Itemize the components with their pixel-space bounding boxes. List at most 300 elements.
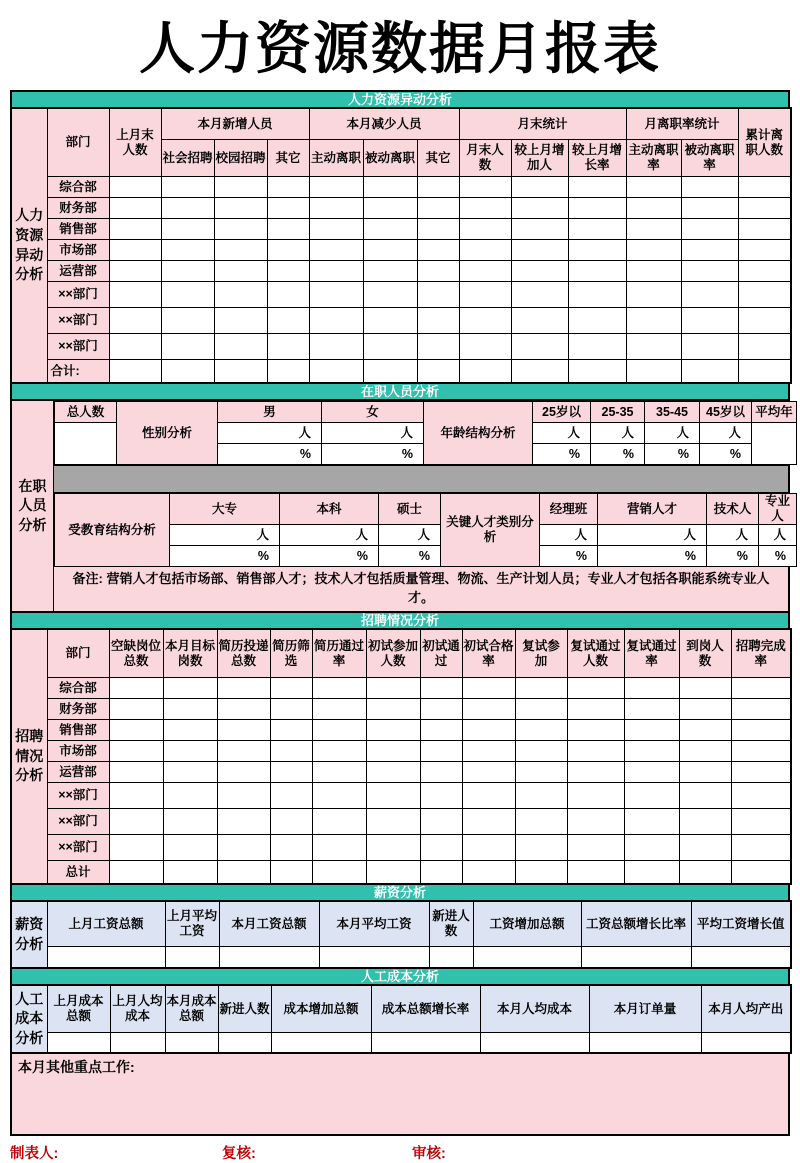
data-cell [366, 762, 420, 783]
data-cell [624, 741, 679, 762]
data-cell [214, 334, 267, 360]
data-cell [267, 261, 309, 282]
data-cell [312, 720, 366, 741]
data-cell [217, 678, 270, 699]
col-header: 本月平均工资 [319, 901, 429, 947]
data-cell [163, 861, 217, 885]
data-cell [420, 699, 462, 720]
dept-label: 销售部 [47, 219, 109, 240]
data-cell [312, 678, 366, 699]
education-talent-table [54, 493, 797, 567]
signature-row [10, 1142, 790, 1163]
data-cell [309, 261, 363, 282]
data-cell [568, 261, 626, 282]
data-cell [109, 861, 163, 885]
unit-cell-person: 人 [322, 423, 424, 444]
col-header-total-count: 总人数 [55, 402, 117, 423]
data-cell [163, 762, 217, 783]
col-header: 新进人数 [429, 901, 473, 947]
data-cell [312, 809, 366, 835]
col-header: 本月订单量 [589, 985, 701, 1033]
col-header: 上月人均成本 [110, 985, 165, 1033]
data-cell [312, 783, 366, 809]
data-cell [731, 720, 791, 741]
unit-cell-person: 人 [759, 525, 797, 546]
recruitment-table [10, 628, 792, 885]
data-cell [214, 308, 267, 334]
data-cell [109, 699, 163, 720]
data-cell [270, 720, 312, 741]
unit-cell-percent: % [533, 444, 591, 465]
data-cell [47, 947, 165, 969]
col-header: 本月目标岗数 [163, 629, 217, 678]
data-cell [270, 809, 312, 835]
data-cell [511, 261, 568, 282]
data-cell [738, 308, 791, 334]
data-cell [567, 809, 624, 835]
data-cell [568, 360, 626, 384]
col-header: 本月成本总额 [165, 985, 218, 1033]
data-cell [459, 334, 511, 360]
unit-cell-person: 人 [540, 525, 598, 546]
data-cell [366, 861, 420, 885]
col-header-age: 35-45 [645, 402, 700, 423]
data-cell [681, 282, 738, 308]
col-header: 社会招聘 [161, 140, 214, 177]
data-cell [109, 240, 161, 261]
data-cell [366, 678, 420, 699]
unit-cell-person: 人 [707, 525, 759, 546]
data-cell [417, 282, 459, 308]
data-cell [47, 1033, 110, 1054]
data-cell [731, 762, 791, 783]
col-header-age: 25岁以 [533, 402, 591, 423]
data-cell [270, 741, 312, 762]
data-cell [366, 835, 420, 861]
col-header: 招聘完成率 [731, 629, 791, 678]
data-cell [567, 835, 624, 861]
data-cell [738, 198, 791, 219]
data-cell [417, 240, 459, 261]
col-header-female: 女 [322, 402, 424, 423]
data-cell [420, 720, 462, 741]
data-cell [480, 1033, 589, 1054]
data-cell [679, 741, 731, 762]
data-cell [267, 334, 309, 360]
data-cell [462, 699, 515, 720]
unit-cell-percent: % [280, 546, 379, 567]
col-header: 复试通过人数 [567, 629, 624, 678]
data-cell [363, 282, 417, 308]
data-cell [109, 282, 161, 308]
data-cell [515, 741, 567, 762]
col-header: 成本总额增长率 [371, 985, 480, 1033]
data-cell [109, 783, 163, 809]
data-cell [218, 1033, 271, 1054]
data-cell [626, 198, 681, 219]
col-header: 初试参加人数 [366, 629, 420, 678]
data-cell [691, 947, 791, 969]
data-cell [363, 308, 417, 334]
data-cell [417, 261, 459, 282]
col-header: 本月人均产出 [701, 985, 791, 1033]
data-cell [270, 699, 312, 720]
col-header: 主动离职率 [626, 140, 681, 177]
data-cell [366, 809, 420, 835]
row-header-age-structure: 年龄结构分析 [424, 402, 533, 465]
col-header-male: 男 [218, 402, 322, 423]
data-cell [267, 360, 309, 384]
data-cell [681, 334, 738, 360]
unit-cell-percent: % [645, 444, 700, 465]
data-cell [363, 261, 417, 282]
band-active-staff: 在职人员分析 [10, 382, 790, 401]
data-cell [462, 835, 515, 861]
data-cell [429, 947, 473, 969]
data-cell [161, 240, 214, 261]
data-cell [473, 947, 581, 969]
data-cell [163, 741, 217, 762]
unit-cell-percent: % [591, 444, 645, 465]
col-header-age: 25-35 [591, 402, 645, 423]
salary-sidebar: 薪资分析 [11, 901, 47, 968]
data-cell [165, 947, 219, 969]
data-cell [511, 219, 568, 240]
data-cell [267, 308, 309, 334]
data-cell [217, 741, 270, 762]
data-cell [626, 334, 681, 360]
data-cell [371, 1033, 480, 1054]
data-cell [161, 334, 214, 360]
data-cell [515, 699, 567, 720]
group-header-new-staff: 本月新增人员 [161, 108, 309, 140]
data-cell [568, 334, 626, 360]
col-header: 初试通过 [420, 629, 462, 678]
dept-label: ××部门 [47, 282, 109, 308]
col-header: 被动离职率 [681, 140, 738, 177]
unit-cell-person: 人 [280, 525, 379, 546]
data-cell [459, 240, 511, 261]
data-cell [681, 177, 738, 198]
col-header: 本月工资总额 [219, 901, 319, 947]
dept-label: ××部门 [47, 809, 109, 835]
data-cell [738, 282, 791, 308]
data-cell [363, 334, 417, 360]
data-cell [731, 678, 791, 699]
data-cell [161, 177, 214, 198]
data-cell [109, 809, 163, 835]
data-cell [459, 282, 511, 308]
data-cell [109, 678, 163, 699]
data-cell [267, 177, 309, 198]
data-cell [567, 699, 624, 720]
unit-cell-person: 人 [700, 423, 752, 444]
recruitment-sidebar: 招聘情况分析 [11, 629, 47, 884]
data-cell [626, 240, 681, 261]
row-header-gender-analysis: 性别分析 [117, 402, 218, 465]
data-cell [309, 360, 363, 384]
data-cell [366, 741, 420, 762]
data-cell [511, 240, 568, 261]
data-cell [626, 308, 681, 334]
data-cell [219, 947, 319, 969]
data-cell [309, 282, 363, 308]
data-cell [581, 947, 691, 969]
data-cell [679, 783, 731, 809]
data-cell [417, 177, 459, 198]
data-cell [309, 308, 363, 334]
unit-cell-person: 人 [170, 525, 280, 546]
col-header: 其它 [267, 140, 309, 177]
data-cell [270, 861, 312, 885]
row-header-key-talent: 关键人才类别分析 [441, 494, 540, 567]
group-header-month-end-stats: 月末统计 [459, 108, 626, 140]
data-cell [109, 741, 163, 762]
dept-label: 综合部 [47, 177, 109, 198]
col-header: 被动离职 [363, 140, 417, 177]
data-cell [363, 198, 417, 219]
active-staff-section [10, 399, 793, 613]
row-header-education-structure: 受教育结构分析 [55, 494, 170, 567]
data-cell [363, 240, 417, 261]
data-cell [420, 678, 462, 699]
data-cell [738, 261, 791, 282]
unit-cell-percent: % [218, 444, 322, 465]
data-cell [217, 783, 270, 809]
data-cell [567, 762, 624, 783]
data-cell [417, 308, 459, 334]
talent-note: 备注: 营销人才包括市场部、销售部人才；技术人才包括质量管理、物流、生产计划人员；专业人才包括各职能系统专业人才。 [54, 567, 788, 611]
col-header: 上月平均工资 [165, 901, 219, 947]
data-cell [363, 360, 417, 384]
data-cell [681, 219, 738, 240]
col-header: 复试通过率 [624, 629, 679, 678]
data-cell [161, 360, 214, 384]
data-cell [417, 360, 459, 384]
data-cell [624, 783, 679, 809]
col-header-cumulative-leavers: 累计离职人数 [738, 108, 791, 177]
col-header: 简历投递总数 [217, 629, 270, 678]
data-cell [420, 835, 462, 861]
data-cell [109, 720, 163, 741]
data-cell [109, 219, 161, 240]
col-header: 到岗人数 [679, 629, 731, 678]
data-cell [459, 308, 511, 334]
active-staff-sidebar: 在职人员分析 [12, 401, 54, 611]
data-cell [681, 240, 738, 261]
data-cell [568, 308, 626, 334]
dept-label: 综合部 [47, 678, 109, 699]
data-cell [626, 219, 681, 240]
data-cell [459, 360, 511, 384]
col-header: 简历筛选 [270, 629, 312, 678]
data-cell [567, 741, 624, 762]
data-cell [462, 783, 515, 809]
data-cell [163, 699, 217, 720]
data-cell [163, 835, 217, 861]
labor-cost-sidebar: 人工成本分析 [11, 985, 47, 1053]
dept-label: ××部门 [47, 783, 109, 809]
data-cell [161, 219, 214, 240]
data-cell [679, 861, 731, 885]
col-header: 新进人数 [218, 985, 271, 1033]
data-cell [738, 177, 791, 198]
data-cell [312, 861, 366, 885]
data-cell [214, 261, 267, 282]
data-cell [624, 809, 679, 835]
data-cell [109, 762, 163, 783]
data-cell [309, 219, 363, 240]
data-cell [681, 360, 738, 384]
unit-cell-person: 人 [591, 423, 645, 444]
data-cell [462, 809, 515, 835]
data-cell [681, 308, 738, 334]
data-cell [624, 699, 679, 720]
data-cell [214, 219, 267, 240]
dept-label: 销售部 [47, 720, 109, 741]
data-cell [109, 334, 161, 360]
unit-cell-person: 人 [218, 423, 322, 444]
col-header: 本月人均成本 [480, 985, 589, 1033]
report-page [0, 6, 800, 1162]
data-cell [624, 861, 679, 885]
data-cell [217, 809, 270, 835]
data-cell [214, 282, 267, 308]
band-recruitment: 招聘情况分析 [10, 611, 790, 630]
data-cell [309, 334, 363, 360]
data-cell [568, 282, 626, 308]
col-header: 部门 [47, 629, 109, 678]
data-cell [55, 423, 117, 465]
col-header-talent: 经理班 [540, 494, 598, 525]
data-cell [568, 198, 626, 219]
data-cell [161, 308, 214, 334]
data-cell [511, 177, 568, 198]
data-cell [731, 835, 791, 861]
hr-change-sidebar: 人力资源异动分析 [11, 108, 47, 383]
data-cell [731, 861, 791, 885]
dept-label: ××部门 [47, 835, 109, 861]
data-cell [738, 219, 791, 240]
data-cell [589, 1033, 701, 1054]
data-cell [267, 282, 309, 308]
data-cell [420, 861, 462, 885]
data-cell [624, 762, 679, 783]
col-header-age: 45岁以 [700, 402, 752, 423]
data-cell [319, 947, 429, 969]
col-header-last-month-count: 上月末人数 [109, 108, 161, 177]
data-cell [681, 261, 738, 282]
page-title: 人力资源数据月报表 [139, 17, 661, 80]
salary-table [10, 900, 792, 969]
data-cell [462, 762, 515, 783]
data-cell [515, 678, 567, 699]
col-header: 工资增加总额 [473, 901, 581, 947]
data-cell [309, 177, 363, 198]
data-cell [309, 198, 363, 219]
data-cell [267, 219, 309, 240]
data-cell [312, 762, 366, 783]
data-cell [679, 699, 731, 720]
col-header-dept: 部门 [47, 108, 109, 177]
data-cell [459, 177, 511, 198]
hr-change-table [10, 107, 792, 384]
data-cell [267, 240, 309, 261]
data-cell [109, 261, 161, 282]
col-header: 较上月增长率 [568, 140, 626, 177]
data-cell [626, 261, 681, 282]
col-header: 工资总额增长比率 [581, 901, 691, 947]
data-cell [681, 198, 738, 219]
band-hr-change: 人力资源异动分析 [10, 90, 790, 109]
data-cell [163, 809, 217, 835]
col-header: 上月成本总额 [47, 985, 110, 1033]
data-cell [271, 1033, 371, 1054]
data-cell [462, 720, 515, 741]
data-cell [417, 334, 459, 360]
data-cell [363, 177, 417, 198]
col-header: 月末人数 [459, 140, 511, 177]
col-header: 初试合格率 [462, 629, 515, 678]
unit-cell-person: 人 [598, 525, 707, 546]
data-cell [462, 861, 515, 885]
data-cell [679, 678, 731, 699]
unit-cell-percent: % [540, 546, 598, 567]
data-cell [515, 720, 567, 741]
band-salary: 薪资分析 [10, 883, 790, 902]
data-cell [110, 1033, 165, 1054]
data-cell [459, 261, 511, 282]
data-cell [679, 835, 731, 861]
data-cell [511, 360, 568, 384]
data-cell [567, 861, 624, 885]
data-cell [109, 835, 163, 861]
data-cell [312, 835, 366, 861]
data-cell [462, 678, 515, 699]
data-cell [624, 678, 679, 699]
unit-cell-percent: % [598, 546, 707, 567]
data-cell [679, 809, 731, 835]
data-cell [312, 699, 366, 720]
data-cell [567, 720, 624, 741]
data-cell [217, 720, 270, 741]
data-cell [217, 835, 270, 861]
data-cell [214, 240, 267, 261]
col-header: 较上月增加人 [511, 140, 568, 177]
data-cell [568, 219, 626, 240]
data-cell [511, 308, 568, 334]
data-cell [515, 783, 567, 809]
data-cell [217, 762, 270, 783]
data-cell [366, 720, 420, 741]
data-cell [270, 783, 312, 809]
data-cell [738, 360, 791, 384]
data-cell [731, 699, 791, 720]
data-cell [363, 219, 417, 240]
data-cell [738, 240, 791, 261]
data-cell [701, 1033, 791, 1054]
col-header: 校园招聘 [214, 140, 267, 177]
data-cell [731, 741, 791, 762]
labor-cost-table [10, 984, 792, 1054]
monthly-focus-area [10, 1052, 790, 1136]
data-cell [624, 720, 679, 741]
data-cell [161, 282, 214, 308]
data-cell [366, 699, 420, 720]
data-cell [309, 240, 363, 261]
data-cell [217, 861, 270, 885]
col-header-talent: 专业人 [759, 494, 797, 525]
